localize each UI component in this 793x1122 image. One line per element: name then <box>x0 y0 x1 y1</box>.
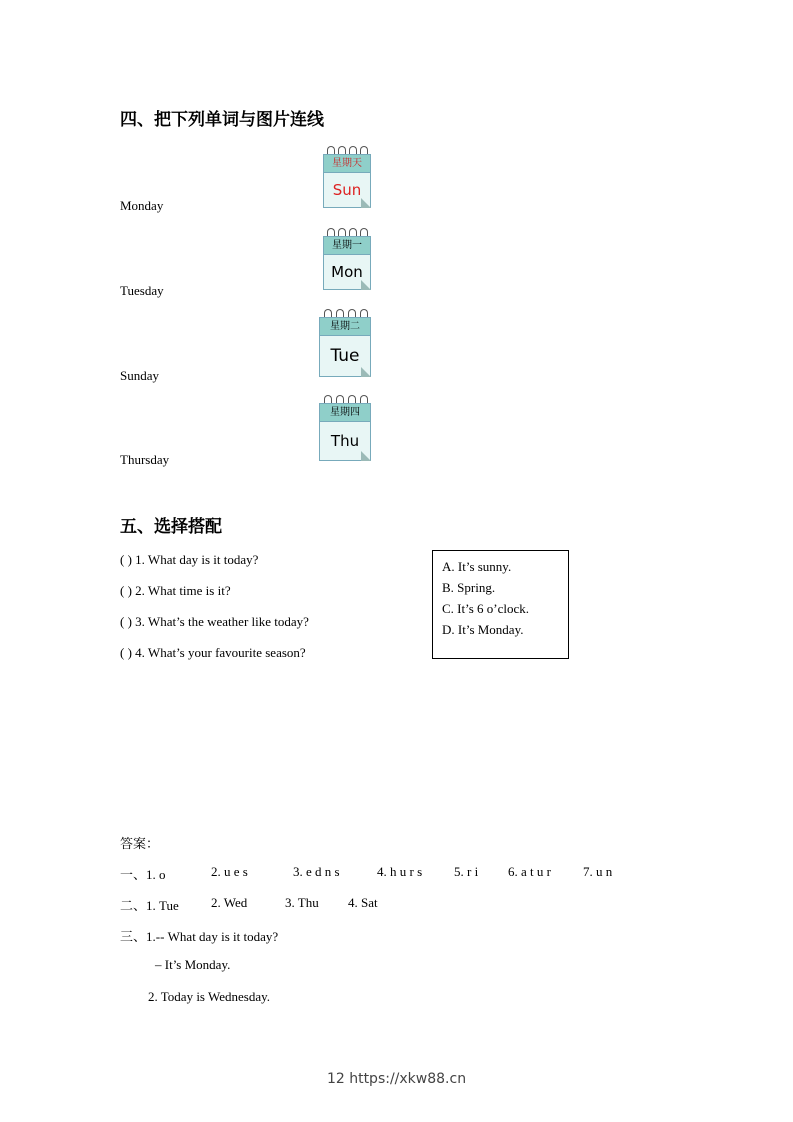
calendar-tue-image <box>319 309 371 379</box>
answer-row1-item5: 5. r i <box>454 864 479 879</box>
answer-row4: – It’s Monday. <box>155 957 231 972</box>
calendar-sun-label: Sun <box>332 181 362 199</box>
answer-row1-item2: 2. u e s <box>211 864 248 879</box>
answers-title: 答案： <box>120 837 160 852</box>
answer-row1-item1: 一、1. o <box>120 867 166 882</box>
answer-row2-item4: 4. Sat <box>348 895 378 910</box>
question-3: ( ) 3. What’s the weather like today? <box>120 614 309 629</box>
option-b: B. Spring. <box>442 580 496 595</box>
question-1: ( ) 1. What day is it today? <box>120 552 259 567</box>
options-box <box>432 550 569 659</box>
option-d: D. It’s Monday. <box>442 622 524 637</box>
word-monday: Monday <box>120 198 164 213</box>
answer-row1-item6: 6. a t u r <box>508 864 551 879</box>
answer-row1-item4: 4. h u r s <box>377 864 423 879</box>
option-c: C. It’s 6 o’clock. <box>442 601 530 616</box>
calendar-mon-label: Mon <box>331 263 363 281</box>
section4-title: 四、把下列单词与图片连线 <box>120 110 324 130</box>
answer-row5: 2. Today is Wednesday. <box>148 989 271 1004</box>
page-footer: 12 https://xkw88.cn <box>326 1071 467 1087</box>
answer-row3: 三、1.-- What day is it today? <box>120 929 279 944</box>
question-4: ( ) 4. What’s your favourite season? <box>120 645 306 660</box>
calendar-sun-image <box>323 146 371 208</box>
calendar-thu-top: 星期四 <box>319 403 371 422</box>
calendar-thu-image <box>319 395 371 463</box>
option-a: A. It’s sunny. <box>442 559 512 574</box>
calendar-sun-top: 星期天 <box>323 154 371 173</box>
answer-row1-item7: 7. u n <box>583 864 613 879</box>
word-tuesday: Tuesday <box>120 283 164 298</box>
calendar-mon-image <box>323 228 371 290</box>
answer-row2-item2: 2. Wed <box>211 895 248 910</box>
calendar-thu-label: Thu <box>330 432 360 450</box>
section5-title: 五、选择搭配 <box>120 517 222 537</box>
word-sunday: Sunday <box>120 368 159 383</box>
word-thursday: Thursday <box>120 452 170 467</box>
calendar-mon-top: 星期一 <box>323 236 371 255</box>
answer-row2-item1: 二、1. Tue <box>120 898 179 913</box>
calendar-tue-top: 星期二 <box>319 317 371 336</box>
question-2: ( ) 2. What time is it? <box>120 583 231 598</box>
answer-row1-item3: 3. e d n s <box>293 864 340 879</box>
calendar-tue-label: Tue <box>330 346 360 366</box>
answer-row2-item3: 3. Thu <box>285 895 319 910</box>
